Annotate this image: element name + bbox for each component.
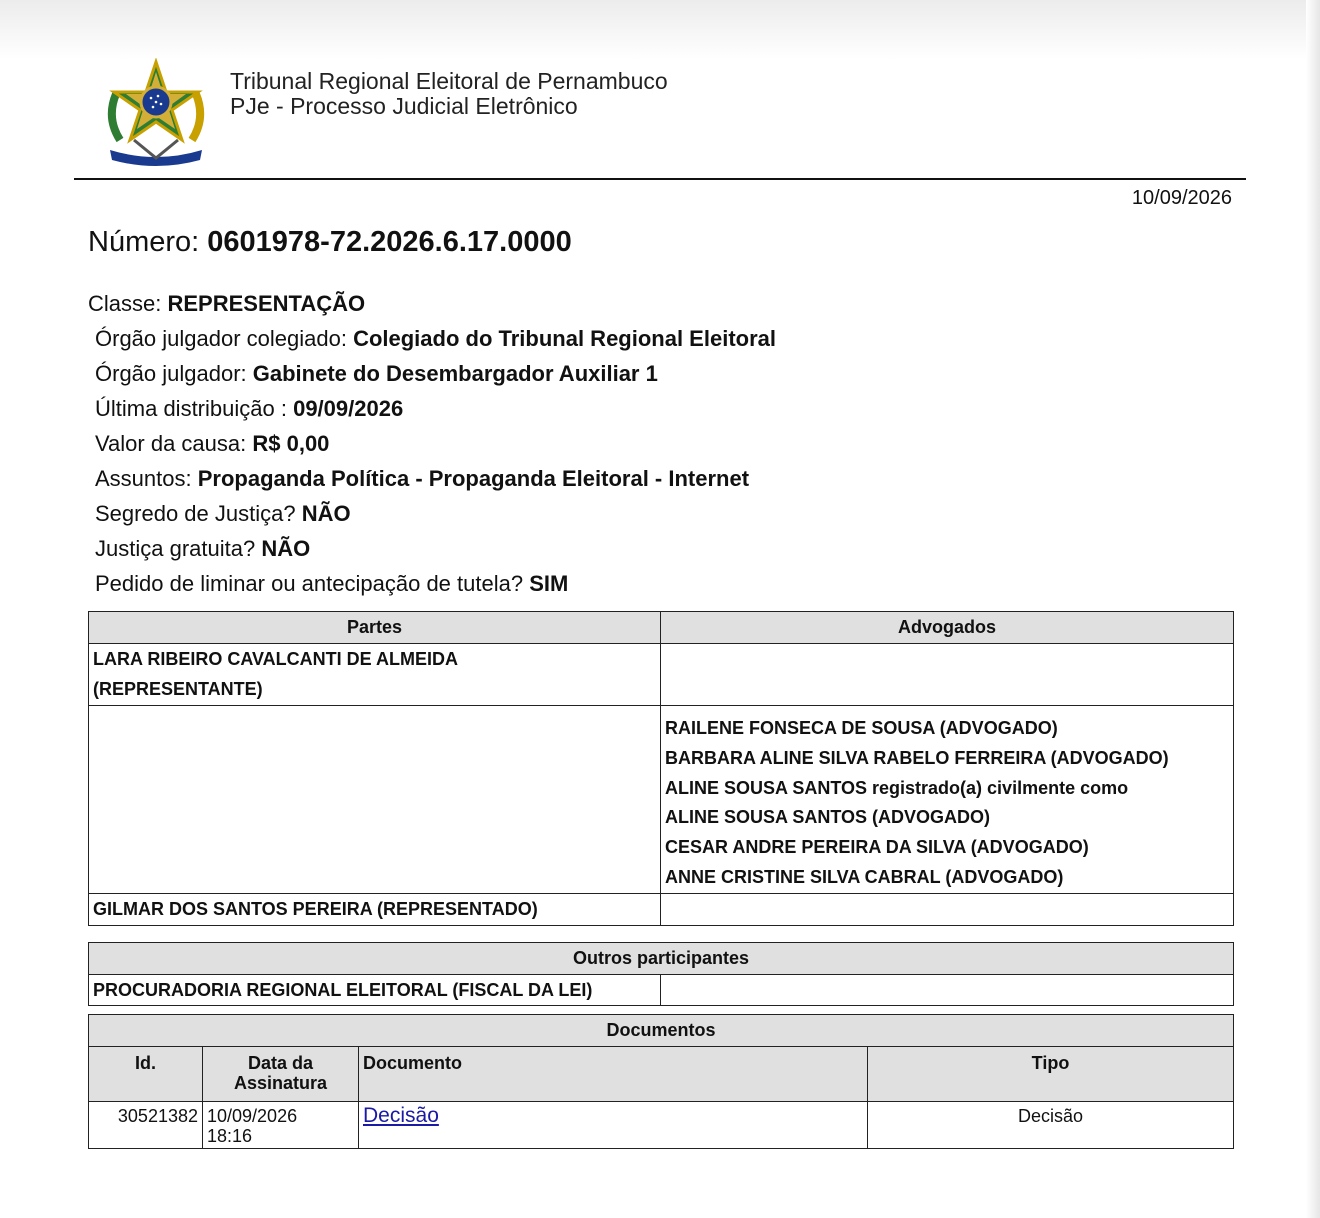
doc-data bbox=[203, 1102, 359, 1149]
field-value: Colegiado do Tribunal Regional Eleitoral bbox=[353, 326, 776, 351]
system-name: PJe - Processo Judicial Eletrônico bbox=[230, 93, 578, 119]
header-advogados: Advogados bbox=[661, 612, 1234, 644]
field-label: Classe: bbox=[88, 291, 168, 316]
empty-cell bbox=[661, 975, 1234, 1006]
field-label: Órgão julgador colegiado: bbox=[95, 326, 354, 351]
col-data bbox=[203, 1047, 359, 1102]
participante-cell: PROCURADORIA REGIONAL ELEITORAL (FISCAL DA LEI) bbox=[89, 975, 661, 1006]
table-row bbox=[89, 893, 1234, 925]
parte-cell bbox=[89, 706, 661, 894]
outros-participantes-table bbox=[88, 942, 1234, 1006]
parte-name: LARA RIBEIRO CAVALCANTI DE ALMEIDA bbox=[93, 649, 458, 669]
table-header-row bbox=[89, 1015, 1234, 1047]
col-data-line: Assinatura bbox=[233, 1073, 328, 1093]
field-value: REPRESENTAÇÃO bbox=[167, 291, 366, 316]
process-info bbox=[88, 287, 776, 602]
brazil-coat-of-arms-icon bbox=[100, 58, 212, 174]
documentos-table bbox=[88, 1014, 1234, 1149]
advogado-line: BARBARA ALINE SILVA RABELO FERREIRA (ADVOGADO) bbox=[665, 747, 1169, 768]
process-number-label: Número: bbox=[88, 226, 200, 258]
field-justica-gratuita bbox=[88, 532, 776, 567]
advogado-line: ANNE CRISTINE SILVA CABRAL (ADVOGADO) bbox=[665, 866, 1064, 887]
parte-cell: GILMAR DOS SANTOS PEREIRA (REPRESENTADO) bbox=[89, 893, 661, 925]
field-segredo-justica bbox=[88, 497, 776, 532]
doc-tipo: Decisão bbox=[868, 1102, 1234, 1149]
table-row bbox=[89, 975, 1234, 1006]
doc-documento-cell bbox=[359, 1102, 868, 1149]
field-value: R$ 0,00 bbox=[252, 431, 330, 456]
field-label: Órgão julgador: bbox=[95, 361, 253, 386]
table-header-row bbox=[89, 1047, 1234, 1102]
advogado-line: ALINE SOUSA SANTOS (ADVOGADO) bbox=[665, 807, 991, 828]
field-label: Pedido de liminar ou antecipação de tutela? bbox=[95, 571, 530, 596]
field-value: 09/09/2026 bbox=[293, 396, 404, 421]
field-valor-causa bbox=[88, 427, 776, 462]
partes-table bbox=[88, 611, 1234, 926]
parte-role: (REPRESENTANTE) bbox=[93, 679, 263, 699]
doc-time: 18:16 bbox=[207, 1126, 253, 1146]
field-label: Valor da causa: bbox=[95, 431, 253, 456]
field-assuntos bbox=[88, 462, 776, 497]
table-row bbox=[89, 644, 1234, 706]
header-documentos: Documentos bbox=[89, 1015, 1234, 1047]
doc-id: 30521382 bbox=[89, 1102, 203, 1149]
col-documento: Documento bbox=[359, 1047, 868, 1102]
process-number-value: 0601978-72.2026.6.17.0000 bbox=[207, 226, 572, 258]
advogado-line: RAILENE FONSECA DE SOUSA (ADVOGADO) bbox=[665, 718, 1058, 738]
court-name: Tribunal Regional Eleitoral de Pernambuco bbox=[230, 68, 668, 94]
field-value: Gabinete do Desembargador Auxiliar 1 bbox=[252, 361, 658, 386]
parte-cell bbox=[89, 644, 661, 706]
field-classe bbox=[88, 287, 776, 322]
col-data-line: Data da bbox=[247, 1053, 314, 1073]
header-divider bbox=[74, 178, 1246, 180]
col-id: Id. bbox=[89, 1047, 203, 1102]
field-label: Justiça gratuita? bbox=[95, 536, 262, 561]
field-orgao-colegiado bbox=[88, 322, 776, 357]
table-row bbox=[89, 706, 1234, 894]
field-label: Assuntos: bbox=[95, 466, 198, 491]
field-value: Propaganda Política - Propaganda Eleitoral - Internet bbox=[197, 466, 750, 491]
advogado-cell bbox=[661, 644, 1234, 706]
field-ultima-distribuicao bbox=[88, 392, 776, 427]
field-pedido-liminar bbox=[88, 567, 776, 602]
field-label: Última distribuição : bbox=[95, 396, 294, 421]
advogado-line: ALINE SOUSA SANTOS registrado(a) civilmente como bbox=[665, 777, 1129, 798]
col-tipo: Tipo bbox=[868, 1047, 1234, 1102]
table-header-row bbox=[89, 943, 1234, 975]
field-orgao-julgador bbox=[88, 357, 776, 392]
advogado-cell bbox=[661, 893, 1234, 925]
process-number bbox=[88, 224, 572, 260]
header-outros: Outros participantes bbox=[89, 943, 1234, 975]
table-row bbox=[89, 1102, 1234, 1149]
table-header-row bbox=[89, 612, 1234, 644]
doc-date: 10/09/2026 bbox=[207, 1106, 298, 1126]
field-value: SIM bbox=[529, 571, 569, 596]
field-value: NÃO bbox=[261, 536, 311, 561]
advogado-line: CESAR ANDRE PEREIRA DA SILVA (ADVOGADO) bbox=[665, 837, 1089, 858]
print-date: 10/09/2026 bbox=[1131, 187, 1232, 209]
advogados-cell bbox=[661, 706, 1234, 894]
field-value: NÃO bbox=[301, 501, 351, 526]
documento-link[interactable]: Decisão bbox=[363, 1104, 439, 1127]
field-label: Segredo de Justiça? bbox=[95, 501, 302, 526]
header-partes: Partes bbox=[89, 612, 661, 644]
